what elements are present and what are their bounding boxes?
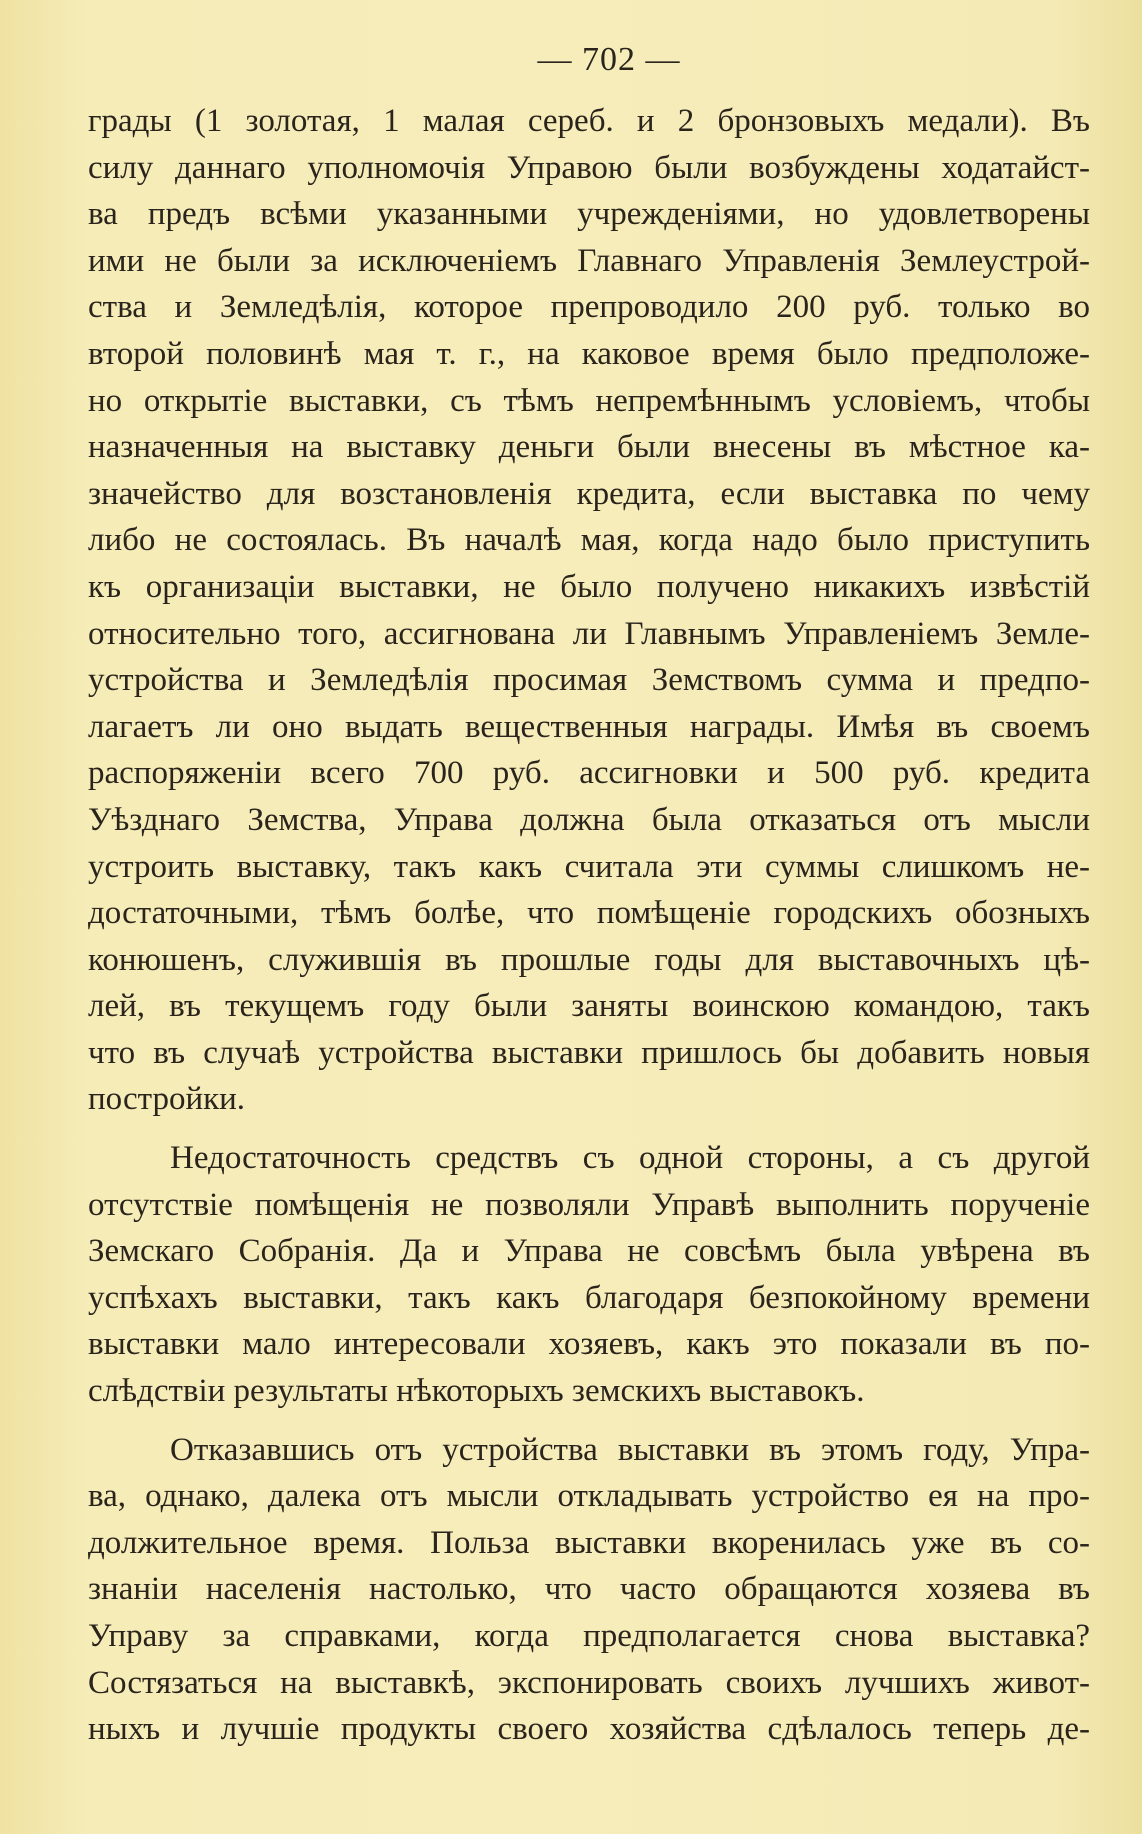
text-line: распоряженіи всего 700 руб. ассигновки и 500 руб. кредита — [88, 755, 1090, 792]
text-line: должительное время. Польза выставки вкоренилась уже въ со- — [88, 1524, 1090, 1561]
text-line: Управу за справками, когда предполагается снова выставка? — [88, 1618, 1090, 1654]
text-line: слѣдствіи результаты нѣкоторыхъ земскихъ выставокъ. — [88, 1373, 865, 1410]
page-number: — 702 — — [537, 41, 681, 78]
text-line: достаточными, тѣмъ болѣе, что помѣщеніе городскихъ обозныхъ — [88, 895, 1090, 932]
text-line: постройки. — [88, 1081, 246, 1118]
text-line: лей, въ текущемъ году были заняты воинскою командою, такъ — [88, 988, 1090, 1025]
text-line: Земскаго Собранія. Да и Управа не совсѣмъ была увѣрена въ — [88, 1233, 1090, 1270]
paragraph-gap — [88, 1415, 1090, 1427]
text-line: ныхъ и лучшіе продукты своего хозяйства сдѣлалось теперь де- — [88, 1711, 1090, 1748]
paragraph-gap — [88, 1123, 1090, 1135]
text-line: значейство для возстановленія кредита, если выставка по чему — [88, 475, 1090, 512]
text-line: но открытіе выставки, съ тѣмъ непремѣннымъ условіемъ, чтобы — [88, 382, 1090, 419]
text-line: ими не были за исключеніемъ Главнаго Управленія Землеустрой- — [88, 242, 1090, 279]
text-line: устроить выставку, такъ какъ считала эти суммы слишкомъ не- — [88, 848, 1090, 885]
text-line: ва предъ всѣми указанными учрежденіями, но удовлетворены — [88, 196, 1090, 233]
text-line: знаніи населенія настолько, что часто обращаются хозяева въ — [88, 1571, 1090, 1608]
text-line: назначенныя на выставку деньги были внесены въ мѣстное ка- — [88, 429, 1090, 466]
paragraph-1 — [88, 98, 1090, 1123]
text-line: грады (1 золотая, 1 малая сереб. и 2 бронзовыхъ медали). Въ — [88, 103, 1090, 139]
body-text — [88, 98, 1090, 1753]
text-line: второй половинѣ мая т. г., на каковое время было предположе- — [88, 335, 1090, 372]
text-line: устройства и Земледѣлія просимая Земствомъ сумма и предпо- — [88, 662, 1090, 699]
text-line: Состязаться на выставкѣ, экспонировать своихъ лучшихъ живот- — [88, 1664, 1090, 1701]
paragraph-2 — [88, 1135, 1090, 1415]
text-line: отсутствіе помѣщенія не позволяли Управѣ выполнить порученіе — [88, 1186, 1090, 1223]
text-line: Уѣзднаго Земства, Управа должна была отказаться отъ мысли — [88, 801, 1090, 838]
text-line: выставки мало интересовали хозяевъ, какъ это показали въ по- — [88, 1326, 1090, 1363]
text-line: ва, однако, далека отъ мысли откладывать устройство ея на про- — [88, 1478, 1090, 1515]
text-line: силу даннаго уполномочія Управою были возбуждены ходатайст- — [88, 149, 1090, 186]
text-line: ства и Земледѣлія, которое препроводило 200 руб. только во — [88, 289, 1090, 326]
text-line: къ организаціи выставки, не было получено никакихъ извѣстій — [88, 568, 1090, 605]
text-line: лагаетъ ли оно выдать вещественныя награды. Имѣя въ своемъ — [88, 708, 1090, 745]
text-line: относительно того, ассигнована ли Главнымъ Управленіемъ Земле- — [88, 615, 1090, 652]
text-line: либо не состоялась. Въ началѣ мая, когда надо было приступить — [88, 522, 1090, 559]
paragraph-3 — [88, 1427, 1090, 1753]
text-line: конюшенъ, служившія въ прошлые годы для выставочныхъ цѣ- — [88, 941, 1090, 978]
text-line: Отказавшись отъ устройства выставки въ этомъ году, Упра- — [170, 1431, 1090, 1468]
text-line: успѣхахъ выставки, такъ какъ благодаря безпокойному времени — [88, 1279, 1090, 1316]
text-line: Недостаточность средствъ съ одной стороны, а съ другой — [170, 1140, 1090, 1177]
text-line: что въ случаѣ устройства выставки пришлось бы добавить новыя — [88, 1034, 1090, 1071]
